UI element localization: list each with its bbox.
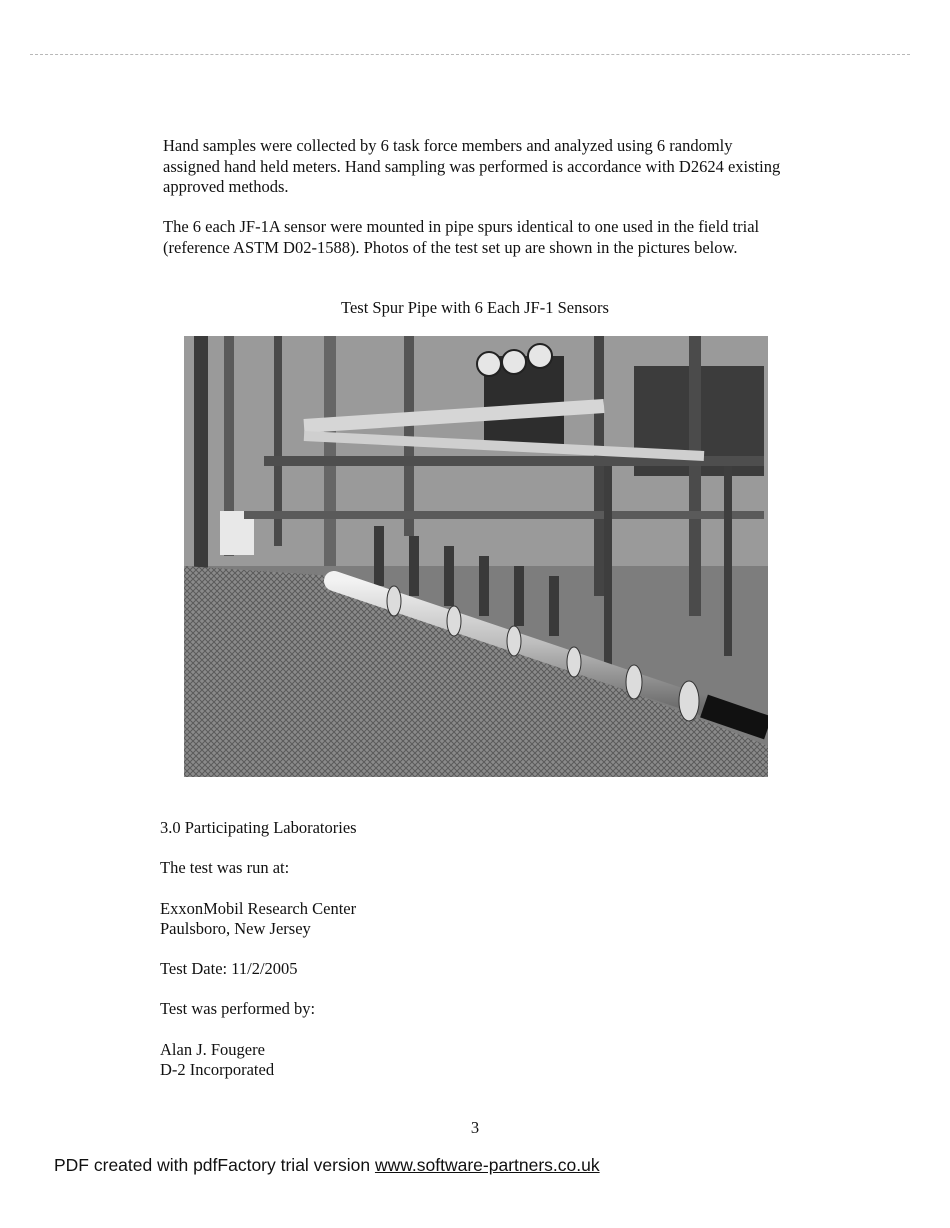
paragraph-hand-samples: Hand samples were collected by 6 task force members and analyzed using 6 randomly assigned hand held meters. Hand sampling was performed is accordance with D2624 existing approved methods. [163, 136, 781, 196]
test-date: Test Date: 11/2/2005 [160, 959, 298, 978]
scan-artifact-line [30, 54, 910, 56]
footer-link[interactable]: www.software-partners.co.uk [374, 1155, 600, 1175]
figure-caption: Test Spur Pipe with 6 Each JF-1 Sensors [341, 298, 609, 317]
location-line-1: ExxonMobil Research Center [160, 899, 357, 918]
page-number: 3 [470, 1118, 480, 1137]
location-line-2: Paulsboro, New Jersey [160, 919, 311, 938]
performed-by-label: Test was performed by: [160, 999, 316, 1018]
section-heading: 3.0 Participating Laboratories [160, 818, 357, 837]
test-setup-photo [184, 336, 768, 777]
footer-text: PDF created with pdfFactory trial version [54, 1155, 375, 1175]
pdf-footer [54, 1155, 600, 1176]
paragraph-sensor-mounting: The 6 each JF-1A sensor were mounted in pipe spurs identical to one used in the field trial (reference ASTM D02-1588). Photos of the test set up are shown in the pictures below. [163, 217, 760, 257]
person-name: Alan J. Fougere [160, 1040, 265, 1059]
run-at-label: The test was run at: [160, 858, 290, 877]
company-name: D-2 Incorporated [160, 1060, 275, 1079]
